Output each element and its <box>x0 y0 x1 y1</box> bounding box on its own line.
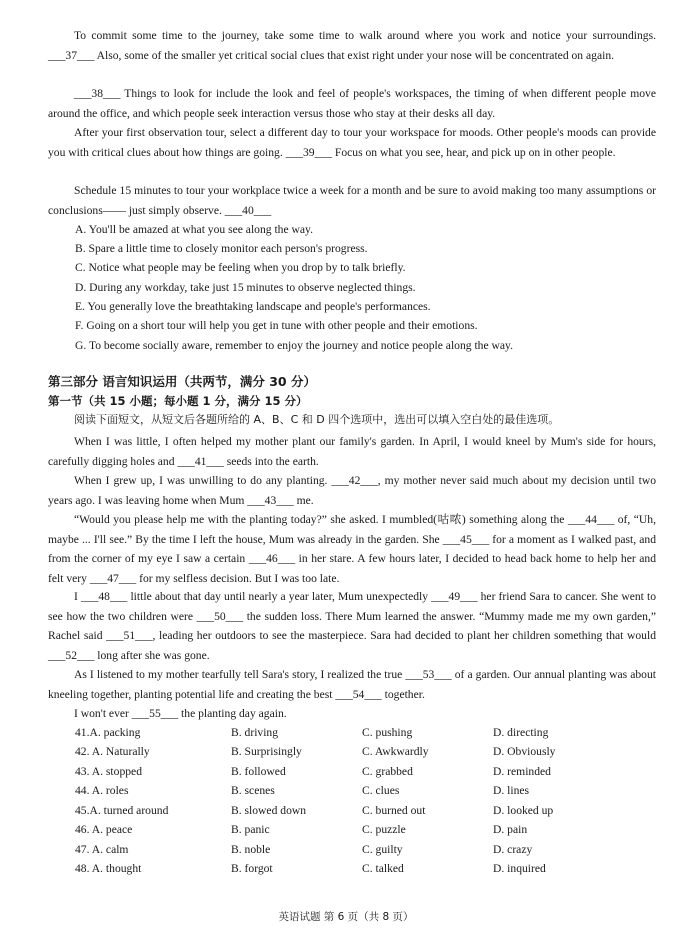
instruction-text: 阅读下面短文，从短文后各题所给的 A、B、C 和 D 四个选项中，选出可以填入空白处的最佳选项。 <box>74 413 560 426</box>
option-b: B. Spare a little time to closely monitor each person's progress. <box>75 242 368 255</box>
choice-d: D. reminded <box>493 765 551 778</box>
choice-d: D. directing <box>493 726 549 739</box>
passage-paragraph-2: ___38___ Things to look for include the look and feel of people's workspaces, the timing of when different people move around the office, and which people seek interaction versus those who stay at their desks all day. <box>48 87 656 120</box>
choice-c: C. talked <box>362 862 404 875</box>
question-43 <box>75 762 655 782</box>
question-42 <box>75 742 655 762</box>
passage-paragraph-1: To commit some time to the journey, take some time to walk around where you work and notice your surroundings. ___37___ Also, some of the smaller yet critical social clues that exist right under your nose will be concentrated on again. <box>48 29 656 62</box>
choice-c: C. clues <box>362 784 400 797</box>
choice-a: 41.A. packing <box>75 726 141 739</box>
option-e: E. You generally love the breathtaking landscape and people's performances. <box>75 300 431 313</box>
choice-c: C. pushing <box>362 726 413 739</box>
choice-c: C. Awkwardly <box>362 745 429 758</box>
passage-paragraph-4: Schedule 15 minutes to tour your workplace twice a week for a month and be sure to avoid making too many assumptions or conclusions—— just simply observe. ___40___ <box>48 184 656 217</box>
choice-d: D. pain <box>493 823 528 836</box>
choice-d: D. crazy <box>493 843 533 856</box>
choice-c: C. grabbed <box>362 765 413 778</box>
page-footer: 英语试题 第 6 页（共 8 页） <box>278 911 414 923</box>
choice-b: B. scenes <box>231 784 275 797</box>
subsection-title: 第一节（共 15 小题；每小题 1 分，满分 15 分） <box>48 394 308 408</box>
choice-b: B. panic <box>231 823 270 836</box>
choice-d: D. inquired <box>493 862 546 875</box>
choice-c: C. guilty <box>362 843 403 856</box>
choice-b: B. slowed down <box>231 804 307 817</box>
choice-a: 43. A. stopped <box>75 765 142 778</box>
option-g: G. To become socially aware, remember to enjoy the journey and notice people along the way. <box>75 339 513 352</box>
choice-a: 45.A. turned around <box>75 804 169 817</box>
cloze-paragraph-6: I won't ever ___55___ the planting day again. <box>74 707 287 720</box>
choice-a: 44. A. roles <box>75 784 129 797</box>
choice-a: 47. A. calm <box>75 843 129 856</box>
question-47 <box>75 840 655 860</box>
choice-a: 42. A. Naturally <box>75 745 150 758</box>
question-44 <box>75 781 655 801</box>
choice-b: B. Surprisingly <box>231 745 302 758</box>
option-f: F. Going on a short tour will help you get in tune with other people and their emotions. <box>75 319 478 332</box>
option-a: A. You'll be amazed at what you see along the way. <box>75 223 313 236</box>
choice-c: C. puzzle <box>362 823 406 836</box>
choice-c: C. burned out <box>362 804 426 817</box>
cloze-paragraph-5: As I listened to my mother tearfully tell Sara's story, I realized the true ___53___ of a garden. Our annual planting was about kneeling together, planting potential life and creating the best ___54___ together. <box>48 668 656 701</box>
choice-b: B. driving <box>231 726 279 739</box>
choice-a: 46. A. peace <box>75 823 133 836</box>
section-title: 第三部分 语言知识运用（共两节，满分 30 分） <box>48 374 316 389</box>
question-45 <box>75 801 655 821</box>
choice-b: B. forgot <box>231 862 273 875</box>
choice-d: D. looked up <box>493 804 554 817</box>
choice-b: B. noble <box>231 843 271 856</box>
cloze-paragraph-3: “Would you please help me with the planting today?” she asked. I mumbled(咕哝) something along the ___44___ of, “Uh, maybe ... I'll see.” By the time I left the house, Mum was already in the garden. She ___45___ for a moment as I walked past, and from the corner of my eye I saw a certain ___46___ in her stare. A few hours later, I decided to head back home to help her and felt very ___47___ for my selfless decision. But I was too late. <box>48 513 656 585</box>
question-41 <box>75 723 655 743</box>
option-c: C. Notice what people may be feeling when you drop by to talk briefly. <box>75 261 406 274</box>
choice-d: D. lines <box>493 784 530 797</box>
question-48 <box>75 859 655 879</box>
choice-a: 48. A. thought <box>75 862 142 875</box>
question-46 <box>75 820 655 840</box>
cloze-paragraph-1: When I was little, I often helped my mother plant our family's garden. In April, I would kneel by Mum's side for hours, carefully digging holes and ___41___ seeds into the earth. <box>48 435 656 468</box>
cloze-paragraph-2: When I grew up, I was unwilling to do any planting. ___42___, my mother never said much about my decision until two years ago. I was leaving home when Mum ___43___ me. <box>48 474 656 507</box>
option-d: D. During any workday, take just 15 minutes to observe neglected things. <box>75 281 416 294</box>
choice-d: D. Obviously <box>493 745 556 758</box>
choice-b: B. followed <box>231 765 286 778</box>
cloze-paragraph-4: I ___48___ little about that day until nearly a year later, Mum unexpectedly ___49___ her friend Sara to cancer. She went to see how the two children were ___50___ the sudden loss. There Mum learned the answer. “Mummy made me my own garden,” Rachel said ___51___, leading her outdoors to see the masterpiece. Sara had decided to plant her children something that would ___52___ long after she was gone. <box>48 590 656 662</box>
passage-paragraph-3: After your first observation tour, select a different day to tour your workspace for moods. Other people's moods can provide you with critical clues about how things are going. ___39___ Focus on what you see, hear, and pick up on in other people. <box>48 126 656 159</box>
